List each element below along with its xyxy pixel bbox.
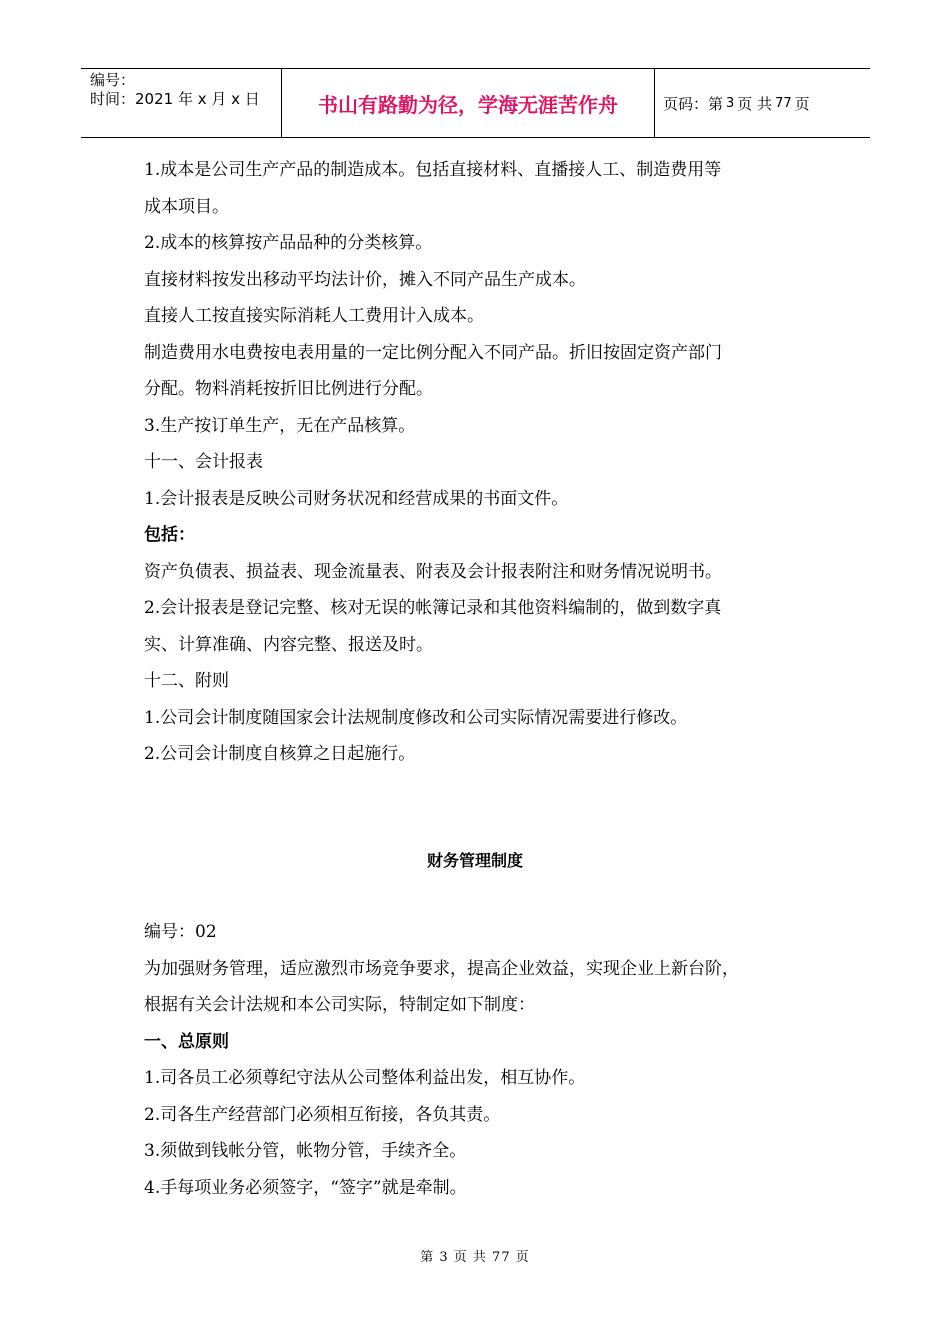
header-page-prefix: 页码：第 (663, 94, 724, 113)
paragraph-line: 1.成本是公司生产产品的制造成本。包括直接材料、直播接人工、制造费用等 (144, 160, 722, 180)
section-heading-principles: 一、总原则 (144, 1031, 229, 1052)
header-page-total: 77 (775, 95, 792, 111)
paragraph-line: 1.司各员工必须尊纪守法从公司整体利益出发，相互协作。 (144, 1068, 586, 1088)
paragraph-line: 制造费用水电费按电表用量的一定比例分配入不同产品。折旧按固定资产部门 (144, 342, 722, 363)
header-motto: 书山有路勤为径，学海无涯苦作舟 (282, 69, 655, 137)
paragraph-line: 成本项目。 (144, 196, 229, 217)
paragraph-line: 根据有关会计法规和本公司实际，特制定如下制度： (144, 995, 535, 1015)
header-date: 时间：2021 年 x 月 x 日 (90, 90, 260, 108)
section-heading-reports: 十一、会计报表 (144, 452, 263, 472)
paragraph-line: 2.司各生产经营部门必须相互衔接，各负其责。 (144, 1104, 501, 1125)
section-finance-management (144, 914, 824, 1206)
document-number: 编号：02 (144, 922, 217, 942)
paragraph-line: 直接材料按发出移动平均法计价，摊入不同产品生产成本。 (144, 269, 586, 290)
paragraph-line: 资产负债表、损益表、现金流量表、附表及会计报表附注和财务情况说明书。 (144, 561, 722, 582)
paragraph-line: 4.手每项业务必须签字，“签字”就是牵制。 (144, 1177, 467, 1198)
page-footer: 第 3 页 共 77 页 (420, 1250, 530, 1265)
header-page-suffix: 页 (794, 94, 810, 113)
paragraph-line: 1.会计报表是反映公司财务状况和经营成果的书面文件。 (144, 488, 569, 509)
header-meta (81, 69, 282, 137)
paragraph-line: 实、计算准确、内容完整、报送及时。 (144, 634, 433, 655)
paragraph-line: 2.会计报表是登记完整、核对无误的帐簿记录和其他资料编制的，做到数字真 (144, 598, 722, 618)
paragraph-line: 2.公司会计制度自核算之日起施行。 (144, 744, 416, 764)
section-heading-appendix: 十二、附则 (144, 671, 229, 691)
paragraph-line: 1.公司会计制度随国家会计法规制度修改和公司实际情况需要进行修改。 (144, 707, 688, 728)
page-header (81, 68, 870, 138)
header-number-label: 编号： (90, 71, 136, 89)
paragraph-line: 3.须做到钱帐分管，帐物分管，手续齐全。 (144, 1141, 467, 1161)
bold-label-includes: 包括： (144, 525, 195, 545)
paragraph-line: 2.成本的核算按产品品种的分类核算。 (144, 233, 433, 253)
paragraph-line: 直接人工按直接实际消耗人工费用计入成本。 (144, 306, 484, 326)
document-title: 财务管理制度 (426, 851, 523, 870)
header-page-current: 3 (726, 95, 735, 111)
paragraph-line: 分配。物料消耗按折旧比例进行分配。 (144, 379, 433, 399)
paragraph-line: 3.生产按订单生产，无在产品核算。 (144, 415, 416, 436)
header-page-info (655, 69, 870, 137)
paragraph-line: 为加强财务管理，适应激烈市场竞争要求，提高企业效益，实现企业上新台阶， (144, 958, 739, 979)
section-accounting-rules (144, 152, 814, 773)
header-page-mid: 页 共 (737, 94, 773, 113)
